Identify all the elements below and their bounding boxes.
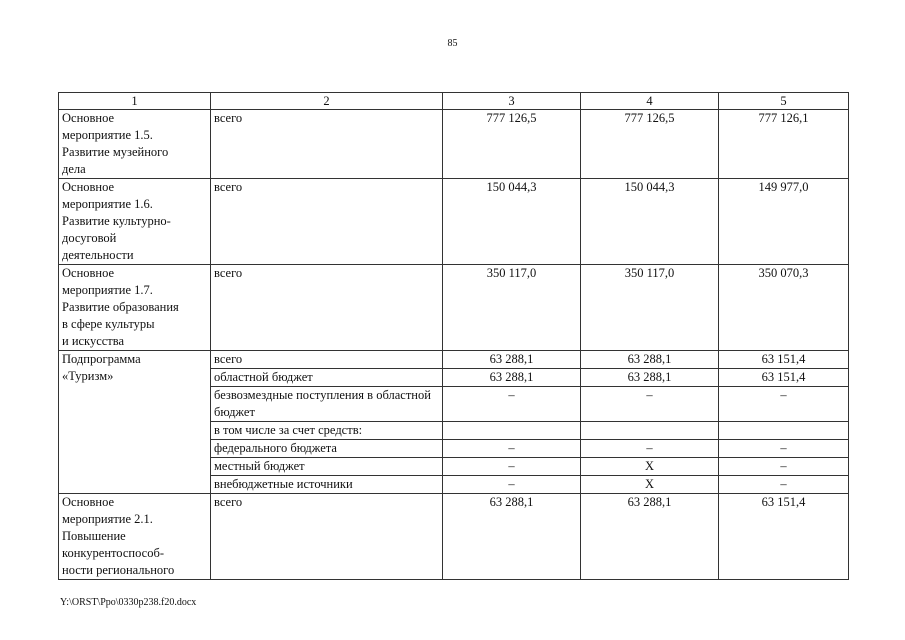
value-col5: 350 070,3 (719, 265, 849, 351)
file-path-footer: Y:\ORST\Ppo\0330p238.f20.docx (60, 597, 197, 608)
value-col4: – (581, 387, 719, 422)
value-col4 (581, 422, 719, 440)
value-col4: Х (581, 458, 719, 476)
table-header-row (59, 93, 849, 110)
column-header-2: 2 (211, 93, 443, 110)
value-col3: 350 117,0 (443, 265, 581, 351)
measure-name: Основное мероприятие 1.5. Развитие музейного дела (59, 110, 211, 179)
value-col5: – (719, 458, 849, 476)
value-col3: – (443, 440, 581, 458)
value-col4: 63 288,1 (581, 369, 719, 387)
value-col3: 63 288,1 (443, 351, 581, 369)
source-label: всего (211, 494, 443, 580)
value-col5: 63 151,4 (719, 494, 849, 580)
value-col5: 777 126,1 (719, 110, 849, 179)
source-label: областной бюджет (211, 369, 443, 387)
value-col5: – (719, 476, 849, 494)
measure-name: Основное мероприятие 1.6. Развитие культурно- досуговой деятельности (59, 179, 211, 265)
page-number: 85 (447, 38, 458, 49)
source-label: всего (211, 110, 443, 179)
table-row (59, 179, 849, 265)
value-col5: – (719, 440, 849, 458)
column-header-1: 1 (59, 93, 211, 110)
value-col3: – (443, 458, 581, 476)
source-label: всего (211, 265, 443, 351)
table-row (59, 494, 849, 580)
table-row (59, 110, 849, 179)
measure-name: Основное мероприятие 1.7. Развитие образования в сфере культуры и искусства (59, 265, 211, 351)
source-label: внебюджетные источники (211, 476, 443, 494)
source-label: федерального бюджета (211, 440, 443, 458)
value-col5: 63 151,4 (719, 369, 849, 387)
source-label: всего (211, 351, 443, 369)
value-col4: 63 288,1 (581, 494, 719, 580)
subprogram-name: Подпрограмма «Туризм» (59, 351, 211, 494)
table-row (59, 265, 849, 351)
source-label: местный бюджет (211, 458, 443, 476)
measure-name: Основное мероприятие 2.1. Повышение конкурентоспособ- ности регионального (59, 494, 211, 580)
value-col3: – (443, 476, 581, 494)
value-col5 (719, 422, 849, 440)
value-col3: 150 044,3 (443, 179, 581, 265)
source-label: всего (211, 179, 443, 265)
value-col5: 63 151,4 (719, 351, 849, 369)
column-header-4: 4 (581, 93, 719, 110)
value-col3 (443, 422, 581, 440)
value-col4: 63 288,1 (581, 351, 719, 369)
value-col5: – (719, 387, 849, 422)
value-col3: 63 288,1 (443, 494, 581, 580)
source-label: безвозмездные поступления в областной бюджет (211, 387, 443, 422)
column-header-3: 3 (443, 93, 581, 110)
value-col4: Х (581, 476, 719, 494)
value-col3: – (443, 387, 581, 422)
budget-table (58, 92, 849, 580)
value-col4: – (581, 440, 719, 458)
table-row (59, 351, 849, 369)
value-col4: 777 126,5 (581, 110, 719, 179)
value-col5: 149 977,0 (719, 179, 849, 265)
column-header-5: 5 (719, 93, 849, 110)
value-col3: 777 126,5 (443, 110, 581, 179)
value-col4: 350 117,0 (581, 265, 719, 351)
value-col4: 150 044,3 (581, 179, 719, 265)
source-label: в том числе за счет средств: (211, 422, 443, 440)
value-col3: 63 288,1 (443, 369, 581, 387)
